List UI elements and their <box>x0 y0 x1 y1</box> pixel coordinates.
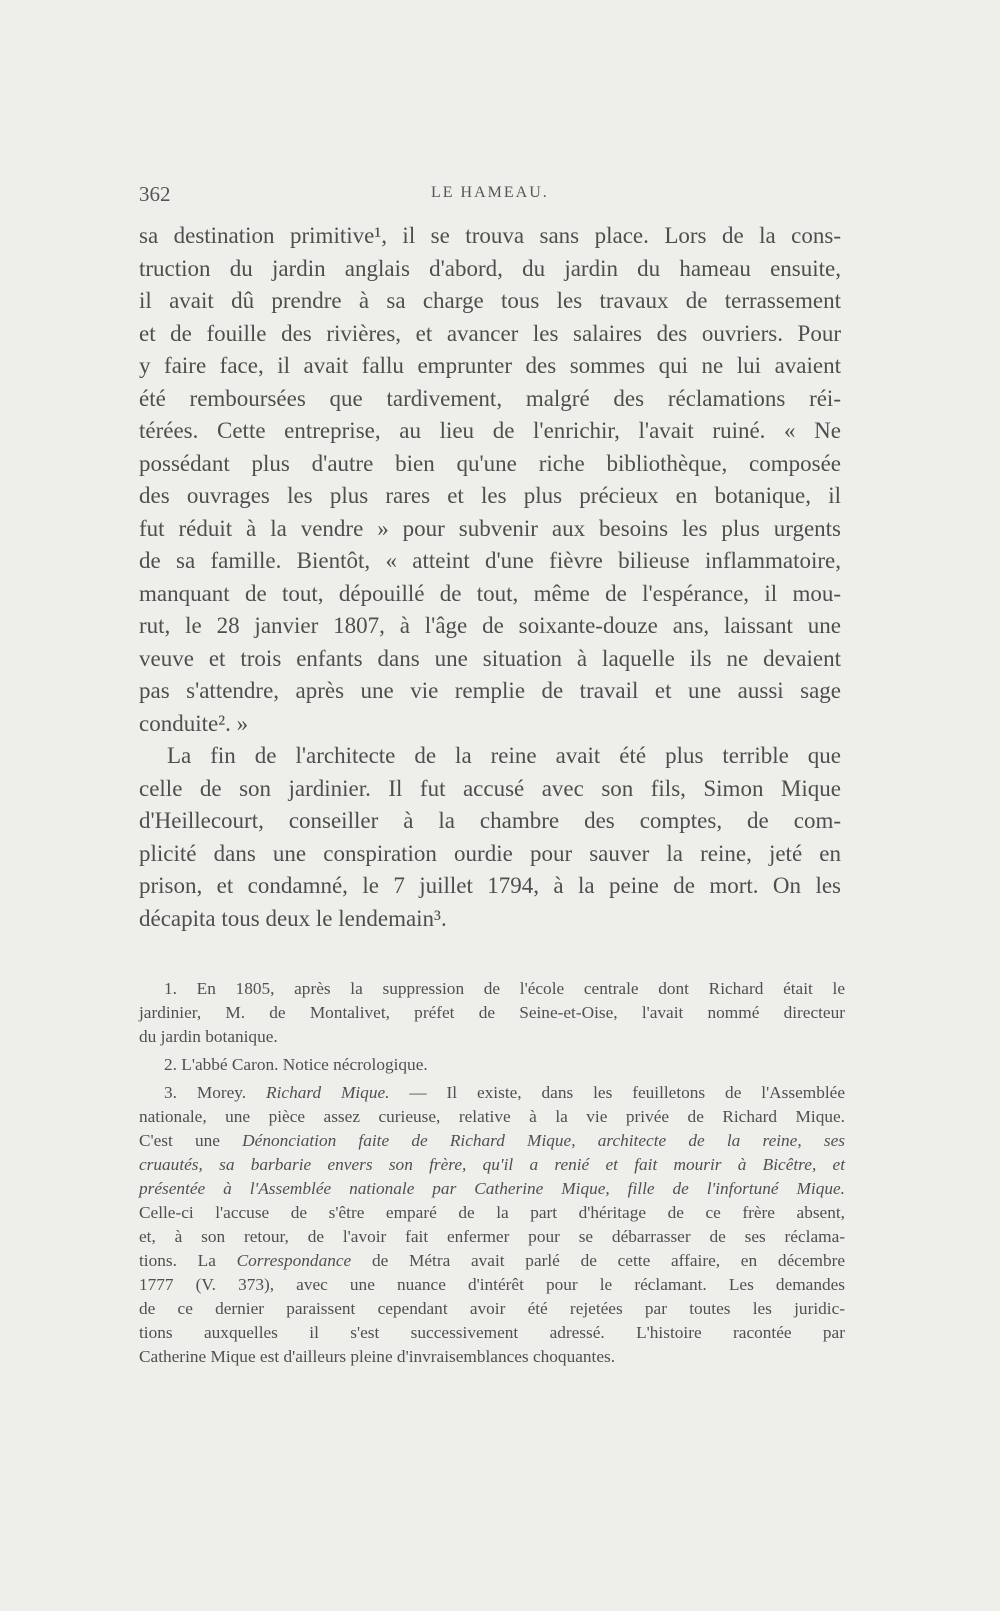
footnote-3-line <box>139 1081 845 1105</box>
page-header <box>139 182 841 208</box>
footnote-3-line <box>139 1249 845 1273</box>
text-line: des ouvrages les plus rares et les plus précieux en botanique, il <box>139 483 841 508</box>
text-line: il avait dû prendre à sa charge tous les travaux de terrassement <box>139 288 841 313</box>
footnote-1-line: 1. En 1805, après la suppression de l'école centrale dont Richard était le <box>164 979 845 998</box>
text-line: térées. Cette entreprise, au lieu de l'enrichir, l'avait ruiné. « Ne <box>139 418 841 443</box>
text-line: possédant plus d'autre bien qu'une riche bibliothèque, composée <box>139 450 841 476</box>
footnote-3-line: nationale, une pièce assez curieuse, relative à la vie privée de Richard Mique. <box>139 1107 845 1126</box>
text-line: conduite². » <box>139 710 249 736</box>
running-head: LE HAMEAU. <box>431 184 549 201</box>
footnote-3-line: de ce dernier paraissent cependant avoir été rejetées par toutes les juridic- <box>139 1299 845 1318</box>
footnote-3-line <box>139 1129 845 1153</box>
text-line: prison, et condamné, le 7 juillet 1794, à la peine de mort. On les <box>139 873 841 898</box>
text-line: truction du jardin anglais d'abord, du jardin du hameau ensuite, <box>139 255 841 281</box>
text-line: rut, le 28 janvier 1807, à l'âge de soixante-douze ans, laissant une <box>139 613 841 638</box>
footnote-3-italic-title-line: présentée à l'Assemblée nationale par Catherine Mique, fille de l'infortuné Mique. <box>139 1179 845 1198</box>
footnote-3-line: Celle-ci l'accuse de s'être emparé de la part d'héritage de ce frère absent, <box>139 1203 845 1222</box>
footnote-3-text: — Il existe, dans les feuilletons de l'Assemblée <box>389 1083 846 1102</box>
footnote-3-text: de Métra avait parlé de cette affaire, en décembre <box>351 1251 846 1270</box>
text-line: y faire face, il avait fallu emprunter des sommes qui ne lui avaient <box>139 353 841 378</box>
footnote-1-line: du jardin botanique. <box>139 1027 278 1046</box>
page-number: 362 <box>139 182 171 206</box>
footnote-3-italic-title-line: cruautés, sa barbarie envers son frère, qu'il a renié et fait mourir à Bicêtre, et <box>139 1155 845 1174</box>
footnote-2: 2. L'abbé Caron. Notice nécrologique. <box>164 1055 428 1074</box>
footnote-3-text: C'est une <box>139 1131 243 1150</box>
text-line: celle de son jardinier. Il fut accusé avec son fils, Simon Mique <box>139 775 841 801</box>
text-line: décapita tous deux le lendemain³. <box>139 905 447 931</box>
text-line: de sa famille. Bientôt, « atteint d'une fièvre bilieuse inflammatoire, <box>139 548 841 573</box>
text-line: pas s'attendre, après une vie remplie de travail et une aussi sage <box>139 678 841 703</box>
text-line: plicité dans une conspiration ourdie pour sauver la reine, jeté en <box>139 840 841 866</box>
text-line: et de fouille des rivières, et avancer les salaires des ouvriers. Pour <box>139 320 841 346</box>
text-line: d'Heillecourt, conseiller à la chambre des comptes, de com- <box>139 808 841 833</box>
footnote-3-text: tions. La <box>139 1251 237 1270</box>
text-line: manquant de tout, dépouillé de tout, même de l'espérance, il mou- <box>139 580 841 606</box>
footnote-3-line: et, à son retour, de l'avoir fait enfermer pour se débarrasser de ses réclama- <box>139 1227 845 1246</box>
text-line: La fin de l'architecte de la reine avait été plus terrible que <box>167 743 841 768</box>
text-line: fut réduit à la vendre » pour subvenir aux besoins les plus urgents <box>139 515 841 541</box>
footnote-3-line: 1777 (V. 373), avec une nuance d'intérêt pour le réclamant. Les demandes <box>139 1275 845 1294</box>
footnote-3-line: tions auxquelles il s'est successivement adressé. L'histoire racontée par <box>139 1323 845 1342</box>
footnote-3-author: 3. Morey. <box>164 1083 267 1102</box>
text-line: été remboursées que tardivement, malgré des réclamations réi- <box>139 385 841 411</box>
footnote-3-italic-title: Dénonciation faite de Richard Mique, architecte de la reine, ses <box>242 1131 845 1150</box>
footnote-3-line: Catherine Mique est d'ailleurs pleine d'invraisemblances choquantes. <box>139 1347 616 1366</box>
footnote-3-work-title: Richard Mique. <box>266 1083 390 1102</box>
footnotes <box>139 977 845 1369</box>
footnote-3-italic-word: Correspondance <box>236 1251 352 1270</box>
footnote-1-line: jardinier, M. de Montalivet, préfet de Seine-et-Oise, l'avait nommé directeur <box>139 1003 845 1022</box>
text-line: sa destination primitive¹, il se trouva sans place. Lors de la cons- <box>139 223 841 248</box>
main-text <box>139 220 841 935</box>
text-line: veuve et trois enfants dans une situation à laquelle ils ne devaient <box>139 645 841 671</box>
